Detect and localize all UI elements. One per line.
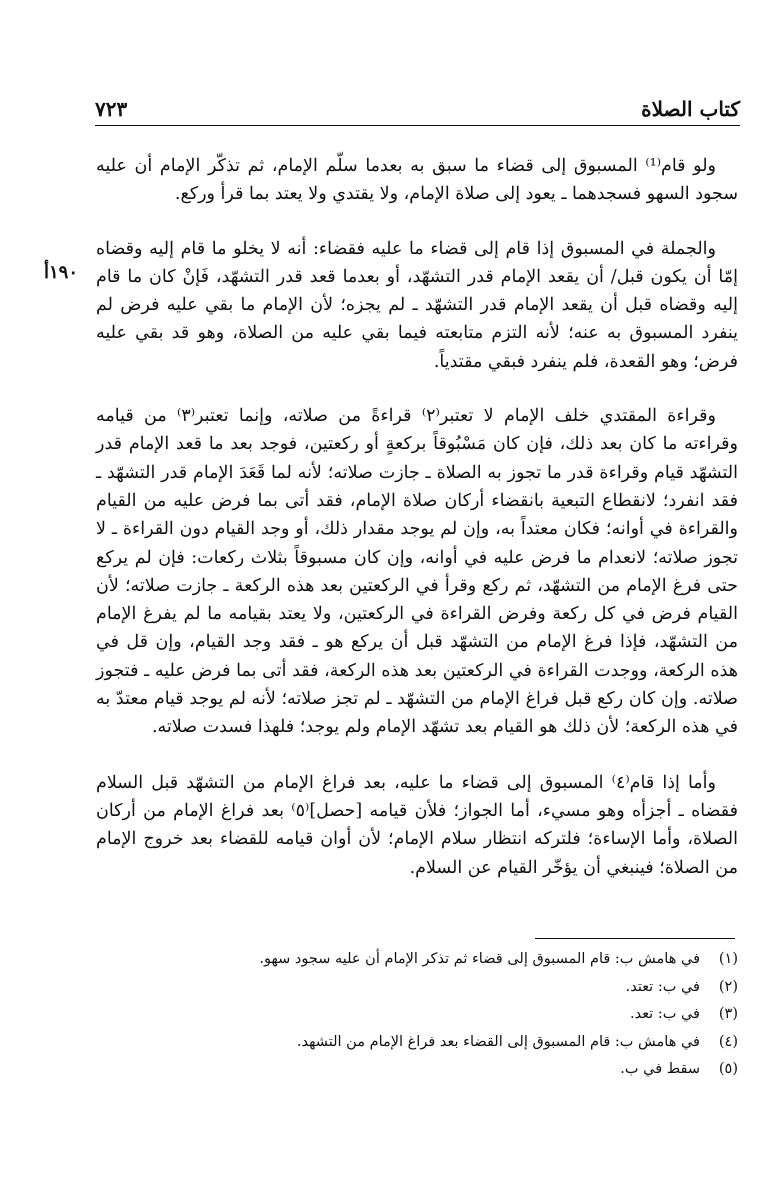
- footnote: [200, 946, 738, 974]
- main-text: [96, 152, 738, 907]
- manuscript-folio-marker: ١٩٠أ: [44, 262, 79, 283]
- footnote-marker: (١): [718, 951, 738, 967]
- footnote: [200, 1029, 738, 1057]
- footnote: [200, 1056, 738, 1084]
- footnote-marker: (٢): [718, 978, 738, 995]
- footnote: [200, 974, 738, 1002]
- footnote: [200, 1001, 738, 1029]
- paragraph: وقراءة المقتدي خلف الإمام لا تعتبر⁽٢⁾ قراءةً من صلاته، وإنما تعتبر⁽٣⁾ من قيامه وقراءته ما كان بعد ذلك، فإن كان مَسْبُوقاً بركعةٍ أو ركعتين، فوجد بعد ما قعد الإمام قدر التشهّد قيام وقراءة قدر ما تجوز به الصلاة ـ جازت صلاته؛ لأنه لما قَعَدَ الإمام قدر التشهّد ـ فقد انفرد؛ لانقطاع التبعية بانقضاء أركان صلاة الإمام، فقد أتى بما فرض عليه من القيام والقراءة في أوانه؛ فكان معتداً به، وإن لم يوجد مقدار ذلك، أو وجد القيام دون القراءة ـ لا تجوز صلاته؛ لانعدام ما فرض عليه في أوانه، وإن كان مسبوقاً بثلاث ركعات: فإن لم يركع حتى فرغ الإمام من التشهّد، ثم ركع وقرأ في الركعتين بعد هذه الركعة ـ جازت صلاته؛ لأن القيام فرض في كل ركعة وفرض القراءة في الركعتين، ولا يعتد بقيامه ما لم يفرغ الإمام من التشهّد، فإذا فرغ الإمام من التشهّد قبل أن يركع هو ـ فقد وجد القيام، وإن قل في هذه الركعة، ووجدت القراءة في الركعتين بعد هذه الركعة، فقد أتى بما فرض عليه ـ فتجوز صلاته. وإن كان ركع قبل فراغ الإمام من التشهّد ـ لم تجز صلاته؛ لأنه لم يوجد قيام معتدّ به في هذه الركعة؛ لأن ذلك هو القيام بعد تشهّد الإمام ولم يوجد؛ فلهذا فسدت صلاته.: [96, 406, 738, 738]
- page-number: ٧٢٣: [95, 97, 128, 121]
- paragraph: والجملة في المسبوق إذا قام إلى قضاء ما عليه فقضاء: أنه لا يخلو ما قام إليه وقضاه إمّا أن يكون قبل/ أن يقعد الإمام قدر التشهّد، أو بعدما قعد قدر التشهّد، فَإنْ كان ما قام إليه وقضاه قبل أن يقعد الإمام قدر التشهّد ـ لم يجزه؛ لأن الإمام ما بقي عليه فرض لم ينفرد المسبوق به عنه؛ لأنه التزم متابعته فيما بقي عليه من الصلاة، وهو قد بقي عليه فرض؛ وهو القعدة، فلم ينفرد فبقي مقتدياً.: [96, 238, 738, 372]
- footnote-text: في ب: تعد.: [629, 1006, 700, 1022]
- footnote-separator: [535, 938, 735, 939]
- page-header: [95, 92, 740, 126]
- footnote-text: في هامش ب: قام المسبوق إلى القضاء بعد فراغ الإمام من التشهد.: [296, 1033, 700, 1050]
- footnotes: [200, 946, 738, 1084]
- footnote-text: سقط في ب.: [620, 1061, 700, 1077]
- chapter-title: كتاب الصلاة: [641, 97, 740, 121]
- paragraph: وأما إذا قام⁽٤⁾ المسبوق إلى قضاء ما عليه، بعد فراغ الإمام من التشهّد قبل السلام فقضاه ـ أجزأه وهو مسيء، أما الجواز؛ فلأن قيامه [حصل]⁽٥⁾ بعد فراغ الإمام من أركان الصلاة، وأما الإساءة؛ فلتركه انتظار سلام الإمام؛ لأن أوان قيامه للقضاء بعد خروج الإمام من الصلاة؛ فينبغي أن يؤخّر القيام عن السلام.: [96, 772, 738, 878]
- footnote-marker: (٥): [718, 1061, 738, 1077]
- footnote-marker: (٤): [718, 1033, 738, 1050]
- footnote-text: في ب: تعتد.: [625, 978, 700, 995]
- footnote-marker: (٣): [718, 1006, 738, 1022]
- paragraph: ولو قام⁽¹⁾ المسبوق إلى قضاء ما سبق به بعدما سلّم الإمام، ثم تذكّر الإمام أن عليه سجود السهو فسجدهما ـ يعود إلى صلاة الإمام، ولا يقتدي ولا يعتد بما قرأ وركع.: [96, 156, 738, 205]
- footnote-text: في هامش ب: قام المسبوق إلى قضاء ثم تذكر الإمام أن عليه سجود سهو.: [259, 951, 700, 967]
